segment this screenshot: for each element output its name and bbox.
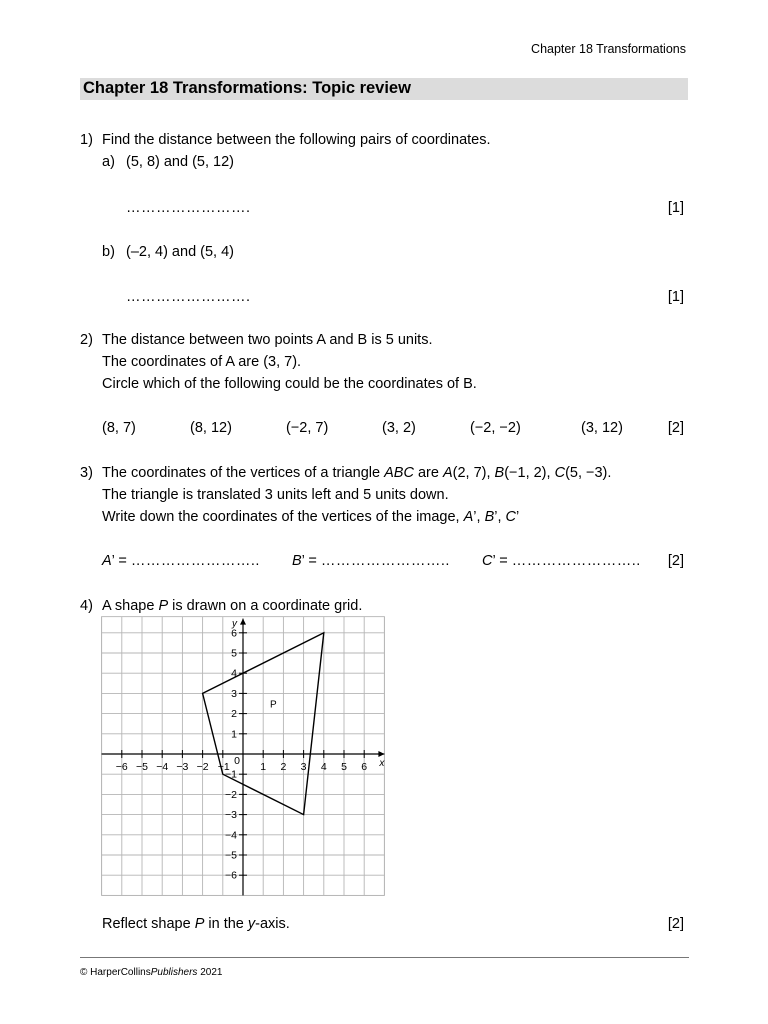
q3-answer-a[interactable]: A’ = ……………………..: [102, 553, 260, 569]
q1b-marks: [1]: [667, 289, 684, 305]
y-tick-label: −1: [225, 768, 237, 781]
x-tick-label: 1: [260, 761, 267, 773]
q4-marks: [2]: [667, 916, 684, 932]
y-tick-label: −4: [225, 829, 237, 842]
q3-marks: [2]: [667, 553, 684, 569]
q2-marks: [2]: [667, 420, 684, 436]
q4-number: 4): [80, 598, 93, 614]
x-tick-label: −3: [176, 761, 189, 773]
y-axis-arrow: [240, 619, 246, 625]
q1-text: Find the distance between the following pairs of coordinates.: [102, 132, 491, 148]
q1b-label: b): [102, 244, 115, 260]
q3-line-1: The coordinates of the vertices of a triangle ABC are A(2, 7), B(−1, 2), C(5, −3).: [102, 465, 612, 481]
x-tick-label: 2: [280, 761, 287, 773]
q3-line-3: Write down the coordinates of the vertices of the image, A’, B’, C’: [102, 509, 520, 525]
x-tick-label: −2: [196, 761, 209, 773]
q3-answer-b[interactable]: B’ = ……………………..: [292, 553, 450, 569]
q1a-answer-line[interactable]: …………………….: [126, 200, 251, 216]
q1a-marks: [1]: [667, 200, 684, 216]
q2-option[interactable]: (3, 12): [581, 420, 623, 436]
q3-number: 3): [80, 465, 93, 481]
q1a-label: a): [102, 154, 115, 170]
x-tick-label: 4: [320, 761, 327, 773]
x-tick-label: 3: [300, 761, 307, 773]
q2-option[interactable]: (−2, 7): [286, 420, 329, 436]
q2-option[interactable]: (8, 7): [102, 420, 136, 436]
x-tick-label: 5: [341, 761, 347, 773]
q2-line: The distance between two points A and B is 5 units.: [102, 332, 433, 348]
x-tick-label: 6: [361, 761, 368, 773]
q2-line: Circle which of the following could be the coordinates of B.: [102, 376, 477, 392]
q1a-text: (5, 8) and (5, 12): [126, 154, 234, 170]
q2-option[interactable]: (−2, −2): [470, 420, 521, 436]
page-title: Chapter 18 Transformations: Topic review: [83, 79, 411, 97]
x-tick-label: −1: [217, 761, 230, 773]
q2-number: 2): [80, 332, 93, 348]
q4-instruction: Reflect shape P in the y-axis.: [102, 916, 290, 932]
y-tick-label: −3: [225, 809, 237, 822]
y-tick-label: −5: [225, 849, 237, 862]
y-tick-label: 1: [231, 728, 237, 741]
x-tick-label: 0: [234, 755, 240, 767]
x-axis-arrow: [378, 751, 384, 757]
q2-line: The coordinates of A are (3, 7).: [102, 354, 302, 370]
y-tick-label: 6: [231, 627, 237, 640]
shape-p-label: P: [269, 699, 277, 711]
y-tick-label: −2: [225, 788, 237, 801]
q2-option[interactable]: (8, 12): [190, 420, 232, 436]
axes: [102, 619, 385, 896]
x-tick-label: −5: [136, 761, 148, 773]
q1b-answer-line[interactable]: …………………….: [126, 289, 251, 305]
x-axis-label: x: [379, 758, 385, 769]
q4-line-1: A shape P is drawn on a coordinate grid.: [102, 598, 363, 614]
y-tick-label: 5: [231, 647, 237, 660]
x-tick-label: −4: [156, 761, 169, 773]
q3-answer-c[interactable]: C’ = ……………………..: [482, 553, 641, 569]
tick-labels: [116, 619, 386, 882]
y-tick-label: 3: [231, 687, 237, 700]
copyright-footer: © HarperCollinsPublishers 2021: [80, 967, 223, 978]
y-tick-label: −6: [225, 869, 237, 882]
y-tick-label: 2: [231, 708, 237, 721]
q1b-text: (–2, 4) and (5, 4): [126, 244, 234, 260]
y-axis-label: y: [232, 618, 237, 630]
q2-option[interactable]: (3, 2): [382, 420, 416, 436]
x-tick-label: −6: [115, 761, 128, 773]
footer-rule: [80, 957, 689, 958]
q3-line-2: The triangle is translated 3 units left and 5 units down.: [102, 487, 449, 503]
running-header: Chapter 18 Transformations: [531, 42, 686, 56]
y-tick-label: 4: [231, 667, 237, 680]
q1-number: 1): [80, 132, 93, 148]
